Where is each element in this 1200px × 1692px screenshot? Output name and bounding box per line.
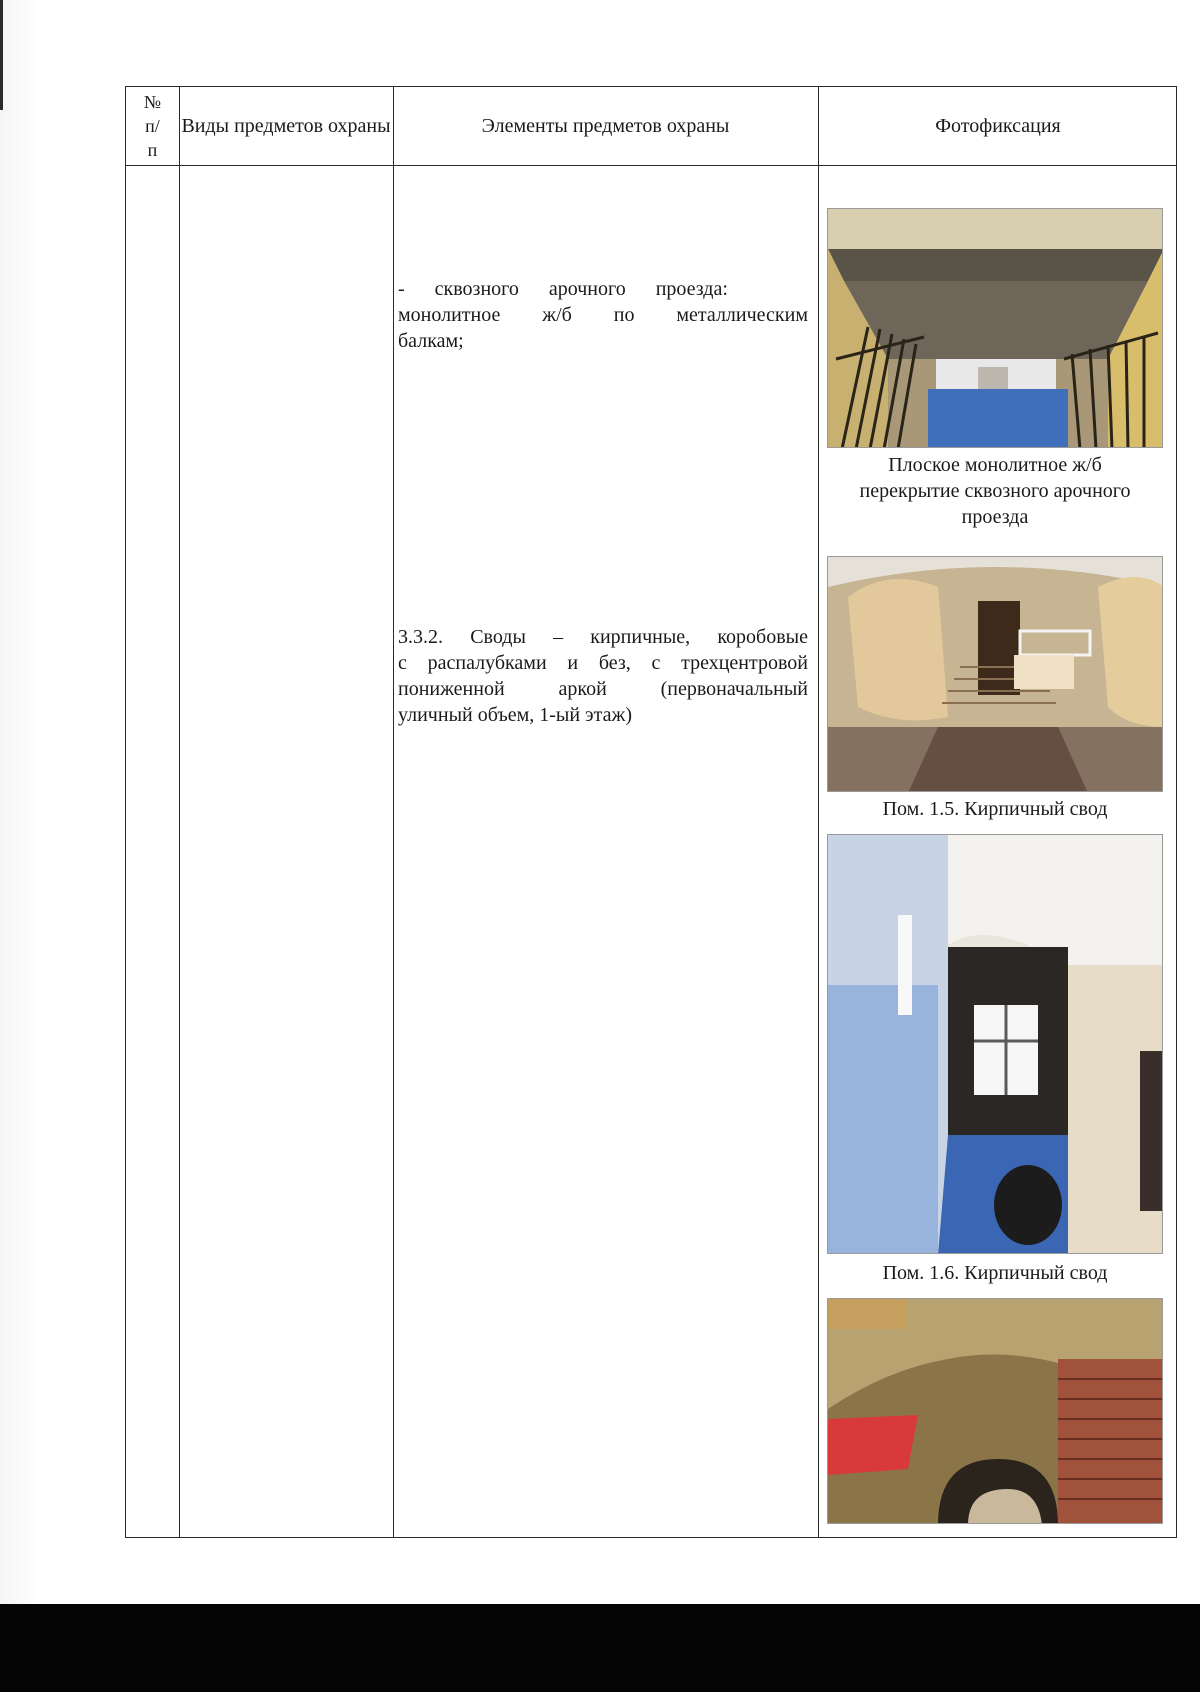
scan-bottom-bar xyxy=(0,1604,1200,1692)
entry-line: 3.3.2. Своды – кирпичные, коробовые xyxy=(398,626,808,648)
caption-room-1-6 xyxy=(820,1260,1170,1286)
header-photo: Фотофиксация xyxy=(935,115,1061,137)
photo-arched-passage-image xyxy=(828,209,1163,448)
photo-brick-vault-image xyxy=(828,1299,1163,1524)
header-types: Виды предметов охраны xyxy=(181,115,391,137)
photo-room-1-6-image xyxy=(828,835,1163,1254)
column-divider xyxy=(393,87,394,1537)
column-divider xyxy=(818,87,819,1537)
header-num-line: п/ xyxy=(145,116,160,136)
photo-room-1-6 xyxy=(827,834,1163,1254)
entry-line: пониженной аркой (первоначальный xyxy=(398,678,808,700)
photo-room-1-5-image xyxy=(828,557,1163,792)
scan-left-edge xyxy=(0,0,3,110)
column-divider xyxy=(179,87,180,1537)
entry-line: уличный объем, 1-ый этаж) xyxy=(398,704,632,726)
header-divider xyxy=(126,165,1176,166)
caption-line: перекрытие сквозного арочного xyxy=(859,480,1131,502)
caption-line: Пом. 1.6. Кирпичный свод xyxy=(882,1262,1108,1284)
scan-shade xyxy=(0,0,40,1692)
entry-line: с распалубками и без, с трехцентровой xyxy=(398,652,808,674)
photo-arched-passage xyxy=(827,208,1163,448)
header-num-line: № xyxy=(143,92,162,112)
caption-room-1-5 xyxy=(820,796,1170,822)
caption-line: Пом. 1.5. Кирпичный свод xyxy=(882,798,1108,820)
header-elements: Элементы предметов охраны xyxy=(481,115,730,137)
entry-vaults xyxy=(398,624,808,728)
caption-arched-passage xyxy=(820,452,1170,530)
photo-brick-vault xyxy=(827,1298,1163,1524)
entry-line: монолитное ж/б по металлическим xyxy=(398,304,808,326)
caption-line: проезда xyxy=(961,506,1029,528)
entry-line: - сквозного арочного проезда: xyxy=(398,278,728,300)
caption-line: Плоское монолитное ж/б xyxy=(888,454,1102,476)
entry-arched-passage xyxy=(398,276,808,354)
header-num-line: п xyxy=(147,140,158,160)
entry-line: балкам; xyxy=(398,330,464,352)
header-num xyxy=(126,87,179,165)
photo-room-1-5 xyxy=(827,556,1163,792)
